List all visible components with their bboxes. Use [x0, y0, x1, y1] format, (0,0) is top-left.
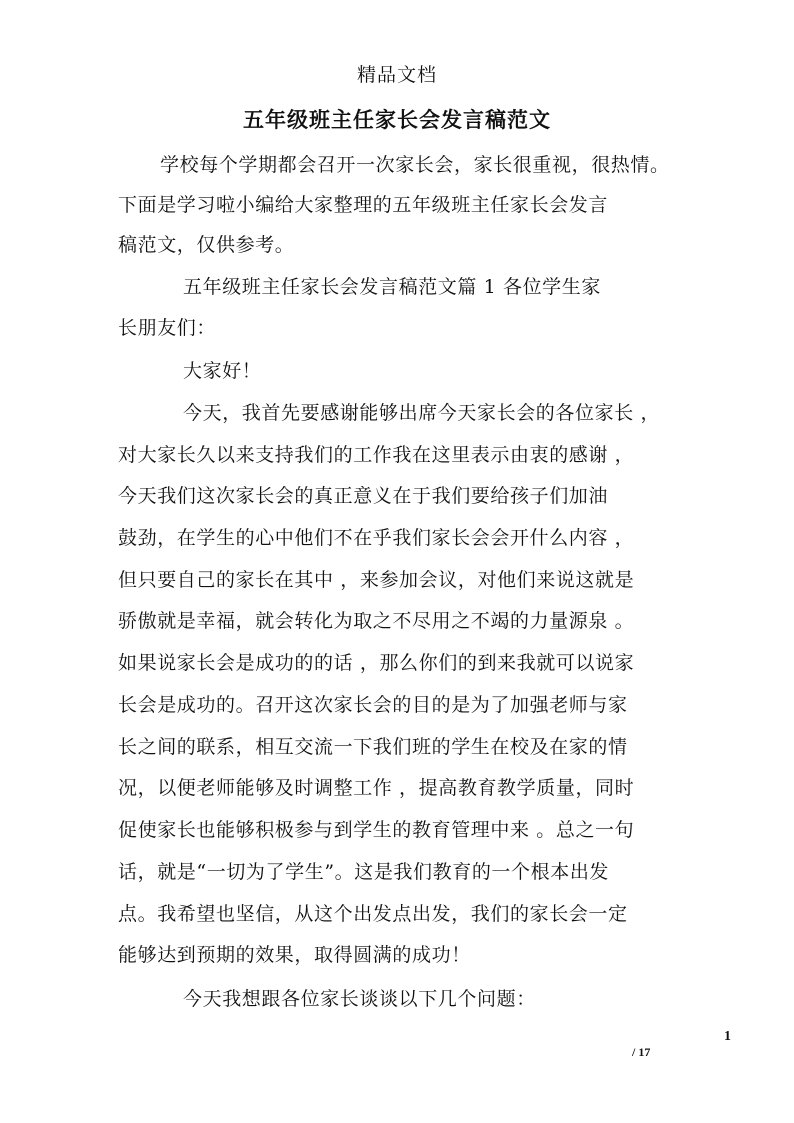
body-line: 能够达到预期的效果，取得圆满的成功！	[118, 944, 471, 966]
body-line: 今天我想跟各位家长谈谈以下几个问题：	[183, 988, 536, 1010]
body-line: 五年级班主任家长会发言稿范文篇 1 各位学生家	[183, 276, 601, 298]
body-line: 长之间的联系，相互交流一下我们班的学生在校及在家的情	[118, 736, 628, 758]
body-line: 如果说家长会是成功的的话 ，那么你们的到来我就可以说家	[118, 652, 635, 674]
body-line: 鼓劲，在学生的心中他们不在乎我们家长会会开什么内容 ，	[118, 527, 635, 549]
page-total: / 17	[632, 1045, 651, 1059]
body-line: 但只要自己的家长在其中 ，来参加会议，对他们来说这就是	[118, 569, 635, 591]
page-number: 1	[724, 1029, 731, 1044]
body-line: 点。我希望也坚信，从这个出发点出发，我们的家长会一定	[118, 903, 628, 925]
body-line: 今天，我首先要感谢能够出席今天家长会的各位家长 ，	[183, 402, 661, 424]
body-line: 大家好！	[183, 360, 262, 382]
body-line: 长会是成功的。召开这次家长会的目的是为了加强老师与家	[118, 694, 628, 716]
body-line: 学校每个学期都会召开一次家长会，家长很重视，很热情。	[160, 154, 670, 176]
body-line: 稿范文，仅供参考。	[118, 234, 295, 256]
body-line: 下面是学习啦小编给大家整理的五年级班主任家长会发言	[118, 194, 609, 216]
document-header: 精品文档	[356, 64, 437, 86]
body-line: 骄傲就是幸福，就会转化为取之不尽用之不竭的力量源泉 。	[118, 610, 635, 632]
body-line: 今天我们这次家长会的真正意义在于我们要给孩子们加油	[118, 485, 609, 507]
body-line: 促使家长也能够积极参与到学生的教育管理中来 。总之一句	[118, 819, 635, 841]
body-line: 话，就是“一切为了学生”。这是我们教育的一个根本出发	[118, 861, 610, 883]
body-line: 对大家长久以来支持我们的工作我在这里表示由衷的感谢 ，	[118, 444, 635, 466]
body-line: 况，以便老师能够及时调整工作 ，提高教育教学质量，同时	[118, 777, 635, 799]
body-line: 长朋友们：	[118, 317, 217, 339]
document-title: 五年级班主任家长会发言稿范文	[243, 107, 551, 132]
